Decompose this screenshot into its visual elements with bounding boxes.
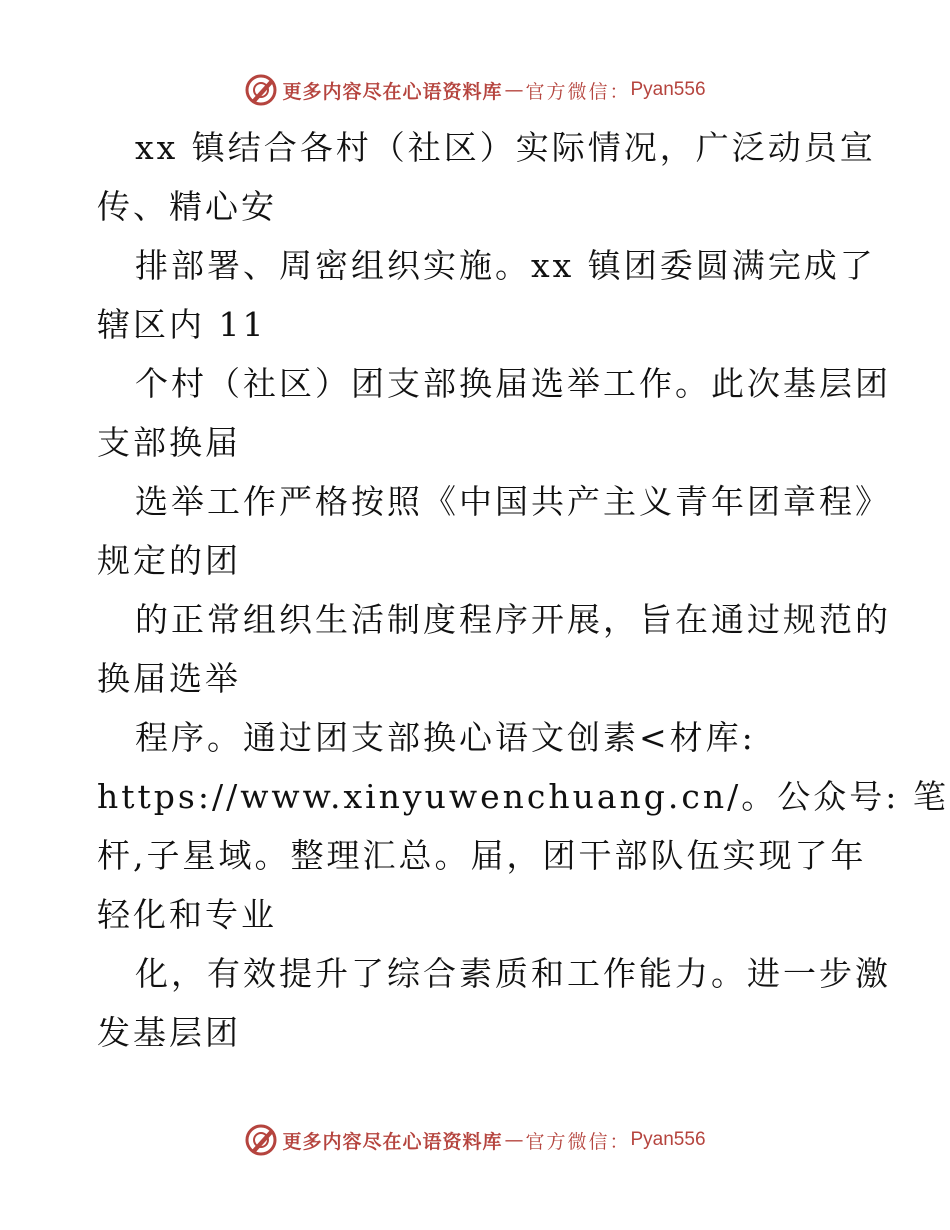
document-body xyxy=(97,118,949,1062)
footer-banner-dash: — xyxy=(504,1129,524,1151)
body-line: 传、精心安 xyxy=(97,187,277,226)
body-line: 规定的团 xyxy=(97,541,241,580)
footer-banner-label: 官方微信： xyxy=(525,1130,631,1153)
header-banner-dash: — xyxy=(504,79,524,101)
body-line: 轻化和专业 xyxy=(97,895,277,934)
body-line: 换届选举 xyxy=(97,659,241,698)
body-line: 辖区内 11 xyxy=(97,305,267,344)
header-banner-handle: Pyan556 xyxy=(630,79,706,100)
pen-logo-icon xyxy=(244,1123,278,1157)
header-banner-text: 更多内容尽在心语资料库 xyxy=(282,80,503,103)
footer-banner-text: 更多内容尽在心语资料库 xyxy=(282,1130,503,1153)
body-line: 发基层团 xyxy=(97,1013,241,1052)
footer-banner xyxy=(0,1120,950,1160)
body-line: https://www.xinyuwenchuang.cn/。公众号: 笔 xyxy=(97,777,949,816)
header-banner-label: 官方微信： xyxy=(525,80,631,103)
body-line: xx 镇结合各村（社区）实际情况，广泛动员宣 xyxy=(135,128,876,167)
body-line: 排部署、周密组织实施。xx 镇团委圆满完成了 xyxy=(135,246,876,285)
body-line: 个村（社区）团支部换届选举工作。此次基层团 xyxy=(135,364,891,403)
body-line: 选举工作严格按照《中国共产主义青年团章程》 xyxy=(135,482,891,521)
pen-logo-icon xyxy=(244,73,278,107)
footer-banner-handle: Pyan556 xyxy=(630,1129,706,1150)
body-line: 杆,子星域。整理汇总。届，团干部队伍实现了年 xyxy=(97,836,867,875)
body-line: 支部换届 xyxy=(97,423,241,462)
body-line: 程序。通过团支部换心语文创素<材库: xyxy=(135,718,756,757)
body-line: 的正常组织生活制度程序开展，旨在通过规范的 xyxy=(135,600,891,639)
body-line: 化，有效提升了综合素质和工作能力。进一步激 xyxy=(135,954,891,993)
header-banner xyxy=(0,70,950,110)
